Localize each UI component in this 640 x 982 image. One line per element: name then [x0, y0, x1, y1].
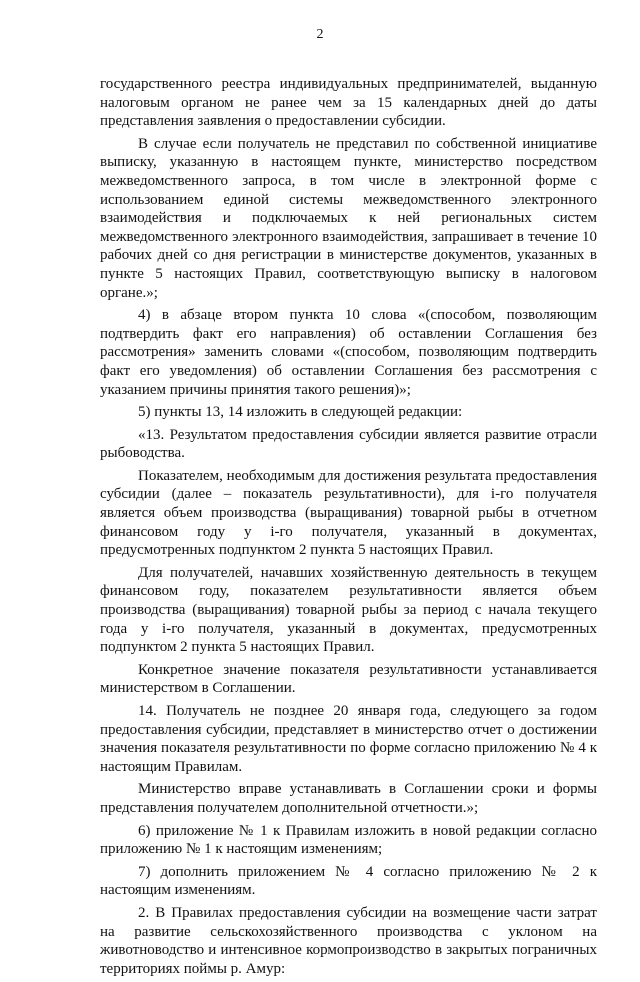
- paragraph-indicator-definition: Показателем, необходимым для достижения результата предоставления субсидии (далее – показатель результативности), для i-го получателя является объем производства (выращивания) товарной рыбы в отчетном финансовом году у i-го получателя, указанный в документах, предусмотренных подпунктом 2 пункта 5 настоящих Правил.: [100, 467, 597, 559]
- paragraph-extract-request: В случае если получатель не представил по собственной инициативе выписку, указанную в настоящем пункте, министерство посредством межведомственного запроса, в том числе в электронной форме с использованием единой системы межведомственного электронного взаимодействия и подключаемых к ней региональных систем межведомственного электронного взаимодействия, запрашивает в течение 10 рабочих дней со дня регистрации в министерстве документов, указанных в пункте 5 настоящих Правил, соответствующую выписку в налоговом органе.»;: [100, 135, 597, 301]
- paragraph-section-2: 2. В Правилах предоставления субсидии на возмещение части затрат на развитие сельскохозяйственного производства с уклоном на животноводство и интенсивное кормопроизводство в закрытых пограничных территориях поймы р. Амур:: [100, 904, 597, 977]
- paragraph-item-7: 7) дополнить приложением № 4 согласно приложению № 2 к настоящим изменениям.: [100, 863, 597, 899]
- paragraph-new-recipients: Для получателей, начавших хозяйственную деятельность в текущем финансовом году, показателем результативности является объем производства (выращивания) товарной рыбы за период с начала текущего года у i-го получателя, указанный в документах, предусмотренных подпунктом 2 пункта 5 настоящих Правил.: [100, 564, 597, 656]
- paragraph-specific-value: Конкретное значение показателя результативности устанавливается министерством в Соглашении.: [100, 661, 597, 697]
- paragraph-ministry-rights: Министерство вправе устанавливать в Соглашении сроки и формы представления получателем дополнительной отчетности.»;: [100, 781, 597, 816]
- paragraph-item-4: 4) в абзаце втором пункта 10 слова «(способом, позволяющим подтвердить факт его направления) об оставлении Соглашения без рассмотрения» заменить словами «(способом, позволяющим подтвердить факт его уведомления) об оставлении Соглашения без рассмотрения с указанием причины принятия такого решения)»;: [100, 307, 597, 398]
- paragraph-item-5: 5) пункты 13, 14 изложить в следующей редакции:: [138, 404, 463, 421]
- paragraph-clause-13: «13. Результатом предоставления субсидии является развитие отрасли рыбоводства.: [100, 426, 597, 462]
- document-body: [100, 75, 597, 982]
- paragraph-item-6: 6) приложение № 1 к Правилам изложить в новой редакции согласно приложению № 1 к настоящим изменениям;: [100, 822, 597, 858]
- page-number: 2: [316, 27, 324, 42]
- paragraph-continuation: государственного реестра индивидуальных предпринимателей, выданную налоговым органом не ранее чем за 15 календарных дней до даты представления заявления о предоставлении субсидии.: [100, 76, 597, 130]
- paragraph-clause-14: 14. Получатель не позднее 20 января года, следующего за годом предоставления субсидии, представляет в министерство отчет о достижении значения показателя результативности по форме согласно приложению № 4 к настоящим Правилам.: [100, 703, 597, 775]
